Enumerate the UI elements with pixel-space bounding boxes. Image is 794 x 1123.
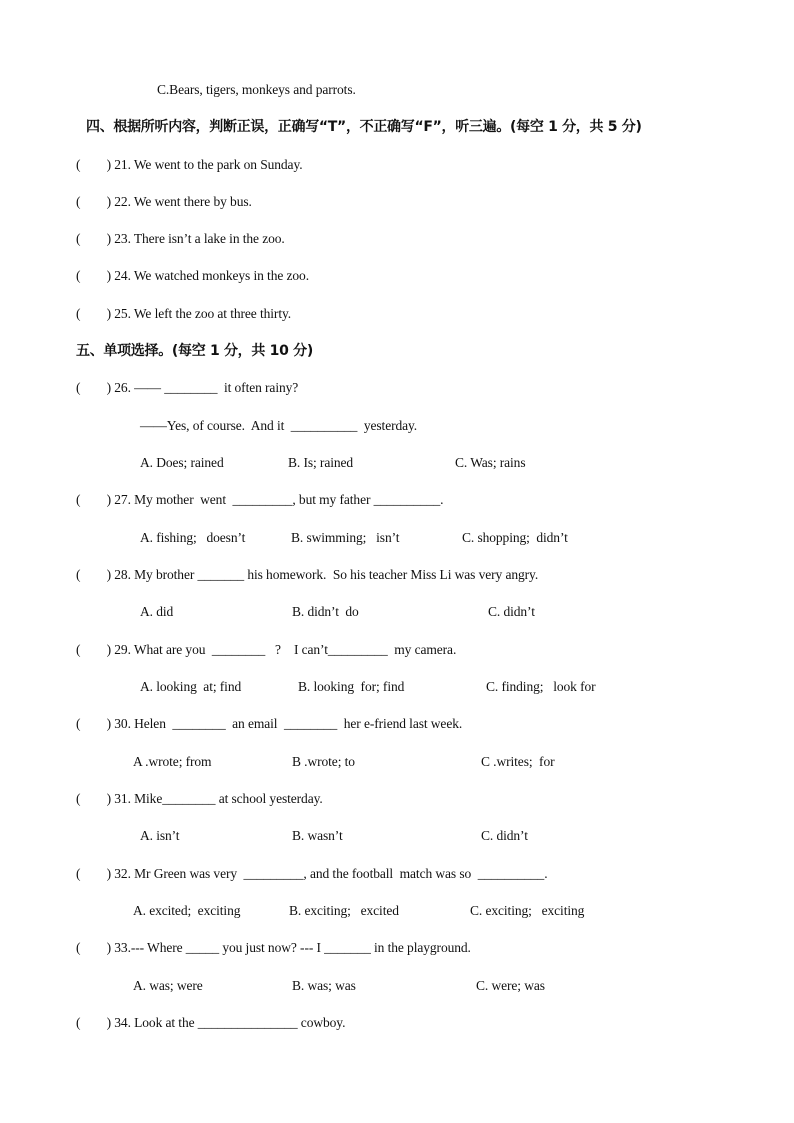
- question-30-option-c: C .writes; for: [481, 754, 555, 769]
- section-5-heading: 五、单项选择。(每空 1 分，共 10 分): [76, 343, 313, 359]
- question-25: ( ) 25. We left the zoo at three thirty.: [76, 306, 292, 321]
- question-32-option-c: C. exciting; exciting: [470, 903, 585, 918]
- question-28-option-c: C. didn’t: [488, 604, 535, 619]
- previous-option-c: C.Bears, tigers, monkeys and parrots.: [157, 82, 356, 97]
- question-28-option-b: B. didn’t do: [292, 604, 359, 619]
- question-29-option-c: C. finding; look for: [486, 679, 596, 694]
- question-21: ( ) 21. We went to the park on Sunday.: [76, 157, 303, 172]
- question-32-stem: ( ) 32. Mr Green was very _________, and the football match was so __________.: [76, 866, 548, 881]
- question-22: ( ) 22. We went there by bus.: [76, 194, 252, 209]
- question-26-stem: ( ) 26. —— ________ it often rainy?: [76, 380, 299, 395]
- question-33-option-c: C. were; was: [476, 978, 545, 993]
- question-27-stem: ( ) 27. My mother went _________, but my father __________.: [76, 492, 444, 507]
- question-27-option-a: A. fishing; doesn’t: [140, 530, 246, 545]
- question-28-stem: ( ) 28. My brother _______ his homework. So his teacher Miss Li was very angry.: [76, 567, 539, 582]
- question-26-option-a: A. Does; rained: [140, 455, 224, 470]
- question-33-option-b: B. was; was: [292, 978, 356, 993]
- question-30-option-a: A .wrote; from: [133, 754, 212, 769]
- question-27-option-b: B. swimming; isn’t: [291, 530, 400, 545]
- question-32-option-b: B. exciting; excited: [289, 903, 399, 918]
- question-33-stem: ( ) 33.--- Where _____ you just now? --- I _______ in the playground.: [76, 940, 471, 955]
- question-31-option-a: A. isn’t: [140, 828, 180, 843]
- question-31-option-c: C. didn’t: [481, 828, 528, 843]
- question-31-option-b: B. wasn’t: [292, 828, 343, 843]
- section-4-heading: 四、根据所听内容，判断正误，正确写“T”，不正确写“F”，听三遍。(每空 1 分，共 5 分): [86, 119, 642, 135]
- question-32-option-a: A. excited; exciting: [133, 903, 241, 918]
- question-30-stem: ( ) 30. Helen ________ an email ________ her e-friend last week.: [76, 716, 463, 731]
- question-23: ( ) 23. There isn’t a lake in the zoo.: [76, 231, 285, 246]
- question-26-option-b: B. Is; rained: [288, 455, 354, 470]
- question-26-option-c: C. Was; rains: [455, 455, 526, 470]
- question-30-option-b: B .wrote; to: [292, 754, 355, 769]
- question-29-option-b: B. looking for; find: [298, 679, 405, 694]
- question-33-option-a: A. was; were: [133, 978, 203, 993]
- question-31-stem: ( ) 31. Mike________ at school yesterday.: [76, 791, 323, 806]
- question-34-stem: ( ) 34. Look at the _______________ cowboy.: [76, 1015, 346, 1030]
- question-29-option-a: A. looking at; find: [140, 679, 242, 694]
- question-27-option-c: C. shopping; didn’t: [462, 530, 568, 545]
- question-29-stem: ( ) 29. What are you ________ ? I can’t_________ my camera.: [76, 642, 457, 657]
- question-28-option-a: A. did: [140, 604, 174, 619]
- question-26-answer-line: ——Yes, of course. And it __________ yesterday.: [140, 418, 418, 433]
- question-24: ( ) 24. We watched monkeys in the zoo.: [76, 268, 309, 283]
